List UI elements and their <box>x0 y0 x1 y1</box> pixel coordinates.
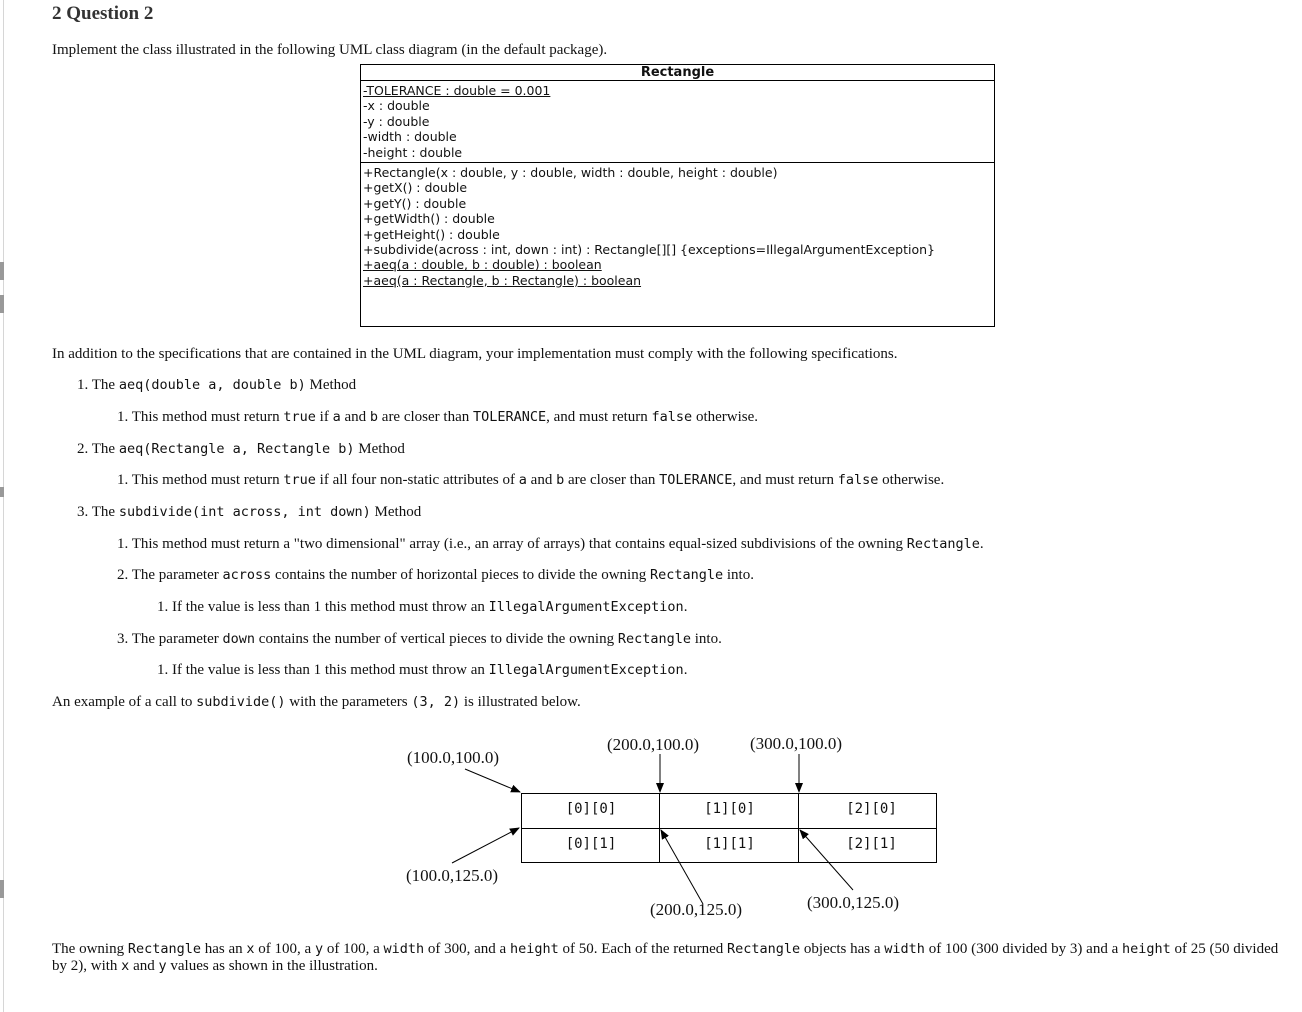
uml-operation: +getX() : double <box>363 180 468 196</box>
label-bottom-left-corner: (100.0,125.0) <box>406 866 499 885</box>
label-bottom-right-corner: (300.0,125.0) <box>807 893 900 912</box>
uml-operation: +aeq(a : Rectangle, b : Rectangle) : boolean <box>363 272 642 288</box>
label-top-left-corner: (100.0,100.0) <box>407 748 500 767</box>
spec-item-3-3-1: 1. If the value is less than 1 this method must throw an IllegalArgumentException. <box>157 662 688 678</box>
label-top-right-corner: (300.0,100.0) <box>750 734 843 753</box>
uml-attribute: -TOLERANCE : double = 0.001 <box>363 83 551 98</box>
spec-item-3-3: 3. The parameter down contains the number of vertical pieces to divide the owning Rectangle into. <box>117 631 722 647</box>
label-top-middle-corner: (200.0,100.0) <box>607 735 700 754</box>
grid-cell: [1][0] <box>704 801 755 817</box>
arrow-bottom-left <box>452 828 519 863</box>
uml-attribute: -x : double <box>363 98 430 114</box>
uml-attribute: -width : double <box>363 129 457 145</box>
spec-item-2-1: 1. This method must return true if all four non-static attributes of a and b are closer than TOLERANCE, and must return false otherwise. <box>117 472 945 488</box>
closing-paragraph-line-1: The owning Rectangle has an x of 100, a y of 100, a width of 300, and a height of 50. Each of the returned Rectangle objects has a width of 100 (300 divided by 3) and a height of 25 (50 divided <box>52 941 1279 957</box>
uml-operation: +subdivide(across : int, down : int) : Rectangle[][] {exceptions=IllegalArgumentException} <box>363 241 935 257</box>
example-text: An example of a call to subdivide() with the parameters (3, 2) is illustrated below. <box>52 694 581 710</box>
uml-operation: +aeq(a : double, b : double) : boolean <box>363 257 602 273</box>
grid-cell: [2][0] <box>846 801 897 817</box>
uml-operation: +Rectangle(x : double, y : double, width : double, height : double) <box>363 164 778 180</box>
uml-operation: +getWidth() : double <box>363 211 495 227</box>
intro-text: Implement the class illustrated in the following UML class diagram (in the default package). <box>52 42 608 58</box>
uml-operation: +getY() : double <box>363 195 467 211</box>
closing-paragraph-line-2: by 2), with x and y values as shown in the illustration. <box>52 958 378 974</box>
grid-cell: [0][1] <box>565 836 617 852</box>
spec-item-3-2-1: 1. If the value is less than 1 this method must throw an IllegalArgumentException. <box>157 599 688 615</box>
label-bottom-middle-corner: (200.0,125.0) <box>650 900 743 919</box>
grid-cell: [1][1] <box>704 836 755 852</box>
spec-item-3-2: 2. The parameter across contains the number of horizontal pieces to divide the owning Rectangle into. <box>117 567 754 583</box>
spec-intro: In addition to the specifications that are contained in the UML diagram, your implementation must comply with the following specifications. <box>52 346 898 362</box>
grid-cell: [2][1] <box>846 836 897 852</box>
uml-operation: +getHeight() : double <box>363 226 500 242</box>
uml-class-name: Rectangle <box>361 65 994 81</box>
uml-attribute: -height : double <box>363 144 463 160</box>
spec-item-2: 2. The aeq(Rectangle a, Rectangle b) Method <box>77 441 405 457</box>
spec-item-1: 1. The aeq(double a, double b) Method <box>77 377 357 393</box>
spec-item-3: 3. The subdivide(int across, int down) Method <box>77 504 422 520</box>
uml-attribute: -y : double <box>363 113 430 129</box>
spec-item-3-1: 1. This method must return a "two dimensional" array (i.e., an array of arrays) that contains equal-sized subdivisions of the owning Rectangle. <box>117 536 984 552</box>
spec-item-1-1: 1. This method must return true if a and b are closer than TOLERANCE, and must return false otherwise. <box>117 409 759 425</box>
grid-cell: [0][0] <box>565 801 617 817</box>
arrow-top-left <box>465 769 520 792</box>
question-heading: 2 Question 2 <box>52 3 154 24</box>
